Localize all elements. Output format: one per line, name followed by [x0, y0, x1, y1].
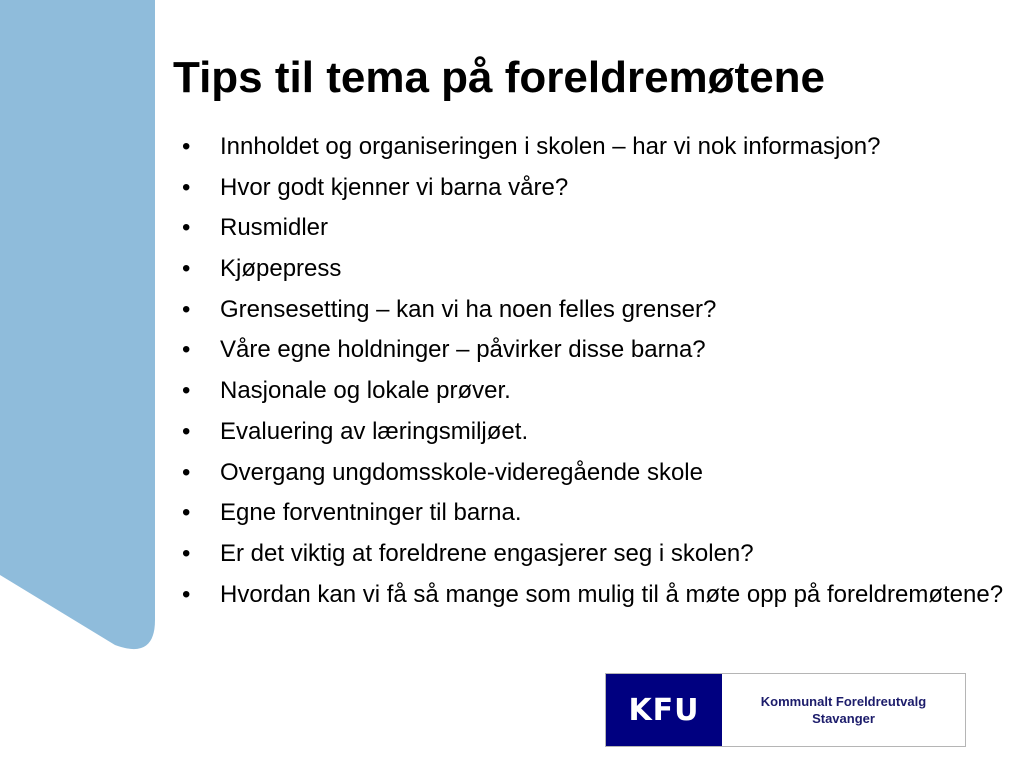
slide-title: Tips til tema på foreldremøtene	[173, 53, 826, 102]
bullet-text: Overgang ungdomsskole-videregående skole	[220, 458, 703, 486]
bullet-icon: •	[182, 499, 191, 527]
bullet-text: Er det viktig at foreldrene engasjerer seg i skolen?	[220, 539, 754, 567]
bullet-item	[182, 295, 1012, 325]
bullet-item	[182, 498, 1012, 528]
decorative-side-shape	[0, 0, 160, 660]
bullet-text: Nasjonale og lokale prøver.	[220, 377, 511, 405]
bullet-item	[182, 335, 1012, 365]
bullet-icon: •	[182, 336, 191, 364]
bullet-icon: •	[182, 173, 191, 201]
side-shape-fill	[0, 0, 155, 649]
bullet-item	[182, 173, 1012, 203]
bullet-item	[182, 539, 1012, 569]
bullet-text: Hvordan kan vi få så mange som mulig til å møte opp på foreldremøtene?	[220, 580, 1004, 608]
bullet-text: Egne forventninger til barna.	[220, 499, 522, 527]
logo-city: Stavanger	[812, 711, 875, 726]
bullet-icon: •	[182, 295, 191, 323]
bullet-icon: •	[182, 214, 191, 242]
bullet-item	[182, 458, 1012, 488]
bullet-icon: •	[182, 255, 191, 283]
bullet-text: Evaluering av læringsmiljøet.	[220, 417, 529, 445]
bullet-text: Grensesetting – kan vi ha noen felles grenser?	[220, 295, 717, 323]
bullet-item	[182, 254, 1012, 284]
logo-mark: KFU	[606, 674, 722, 746]
bullet-list	[182, 132, 1012, 620]
bullet-item	[182, 213, 1012, 243]
bullet-item	[182, 376, 1012, 406]
bullet-icon: •	[182, 133, 191, 160]
bullet-icon: •	[182, 417, 191, 445]
bullet-item	[182, 580, 1012, 610]
logo-org-name: Kommunalt Foreldreutvalg	[760, 694, 927, 709]
bullet-text: Hvor godt kjenner vi barna våre?	[220, 173, 569, 201]
kfu-logo	[605, 673, 966, 747]
bullet-item	[182, 417, 1012, 447]
bullet-text: Rusmidler	[220, 214, 329, 242]
bullet-icon: •	[182, 580, 191, 608]
bullet-icon: •	[182, 458, 191, 486]
logo-text	[722, 674, 965, 746]
bullet-text: Innholdet og organiseringen i skolen – har vi nok informasjon?	[220, 133, 881, 160]
bullet-item	[182, 132, 1012, 162]
bullet-icon: •	[182, 539, 191, 567]
bullet-text: Våre egne holdninger – påvirker disse barna?	[220, 336, 706, 364]
bullet-icon: •	[182, 377, 191, 405]
bullet-text: Kjøpepress	[220, 255, 342, 283]
